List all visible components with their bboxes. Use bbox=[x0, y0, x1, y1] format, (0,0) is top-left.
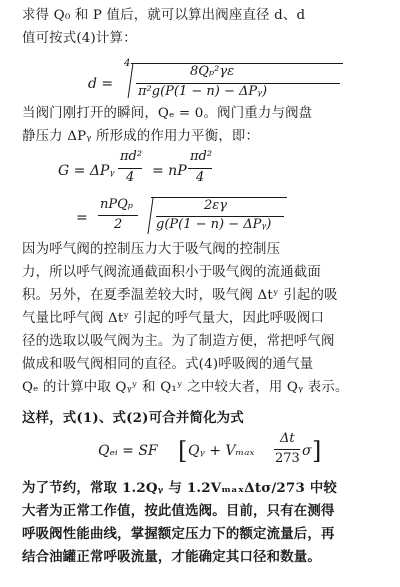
eq4-left-bracket: [ bbox=[178, 437, 188, 465]
paragraph3-line7: Qₑ 的计算中取 Qᵧʸ 和 Q₁ʸ 之中较大者，用 Qᵧ 表示。 bbox=[22, 380, 349, 395]
paragraph3-line3: 积。另外，在夏季温差较大时，吸气阀 Δtʸ 引起的吸 bbox=[22, 288, 338, 303]
eq1-radical-bar bbox=[131, 63, 343, 64]
eq2-frac1-den: 4 bbox=[126, 170, 135, 185]
paragraph3-line4: 气量比呼气阀 Δtʸ 引起的呼气量大，因此呼吸阀口 bbox=[22, 311, 325, 326]
eq2-frac2-num: πd² bbox=[190, 149, 213, 164]
eq3-root-den: g(P(1 − n) − ΔPᵧ) bbox=[156, 217, 272, 232]
eq2-lhs: G = ΔPᵧ bbox=[58, 163, 115, 179]
paragraph1-line2: 值可按式(4)计算： bbox=[22, 31, 137, 46]
eq3-frac-den: 2 bbox=[114, 217, 123, 232]
eq4-lhs: Qₑᵢ = SF bbox=[98, 443, 158, 459]
eq4-tail: σ bbox=[302, 443, 312, 459]
eq3-radical bbox=[147, 198, 153, 234]
eq3-root-num: 2εγ bbox=[204, 198, 228, 213]
paragraph5-line3: 呼吸阀性能曲线，掌握额定压力下的额定流量后，再 bbox=[22, 526, 335, 542]
paragraph2-line2: 静压力 ΔPᵧ 所形成的作用力平衡，即： bbox=[22, 129, 260, 144]
paragraph4-line1: 这样，式(1)、式(2)可合并简化为式 bbox=[22, 410, 244, 426]
eq2-frac2-den: 4 bbox=[196, 170, 205, 185]
eq2-mid: = nP bbox=[152, 163, 187, 179]
eq4-right-bracket: ] bbox=[312, 437, 322, 465]
paragraph5-line1: 为了节约，常取 1.2Qᵧ 与 1.2VₘₐₓΔtσ/273 中较 bbox=[22, 480, 338, 496]
eq1-denominator: π²g(P(1 − n) − ΔPᵧ) bbox=[138, 84, 268, 99]
paragraph1-line1: 求得 Q₀ 和 P 值后，就可以算出阀座直径 d、d bbox=[22, 8, 306, 23]
eq1-radical bbox=[128, 64, 134, 98]
eq3-frac-bar bbox=[98, 215, 138, 216]
paragraph5-line4: 结合油罐正常呼吸流量，才能确定其口径和数量。 bbox=[22, 549, 321, 565]
paragraph3-line6: 做成和吸气阀相同的直径。式(4)呼吸阀的通气量 bbox=[22, 357, 314, 372]
paragraph3-line1: 因为呼气阀的控制压力大于吸气阀的控制压 bbox=[22, 242, 281, 257]
eq2-frac1-bar bbox=[118, 168, 142, 169]
paragraph5-line2: 大者为正常工作值，按此值选阀。目前，只有在测得 bbox=[22, 503, 335, 519]
eq2-frac2-bar bbox=[188, 168, 212, 169]
eq1-numerator: 8Qₚ²γε bbox=[190, 64, 235, 79]
paragraph3-line2: 力，所以呼气阀流通截面积小于吸气阀的流通截面 bbox=[22, 265, 321, 280]
eq4-frac-num: Δt bbox=[280, 431, 295, 446]
paragraph3-line5: 径的选取以吸气阀为主。为了制造方便，常把呼气阀 bbox=[22, 334, 335, 349]
eq4-inner: Qᵧ + Vₘₐₓ bbox=[188, 443, 255, 459]
eq2-frac1-num: πd² bbox=[120, 149, 143, 164]
eq4-frac-bar bbox=[274, 449, 300, 450]
eq4-frac-den: 273 bbox=[275, 451, 300, 466]
paragraph2-line1: 当阀门刚打开的瞬间，Qₑ = 0。阀门重力与阀盘 bbox=[22, 106, 313, 121]
eq1-root-index: 4 bbox=[124, 58, 131, 69]
eq3-frac-num: nPQₚ bbox=[100, 197, 133, 212]
eq1-lhs: d = bbox=[88, 76, 114, 92]
eq3-lhs: = bbox=[76, 210, 88, 226]
